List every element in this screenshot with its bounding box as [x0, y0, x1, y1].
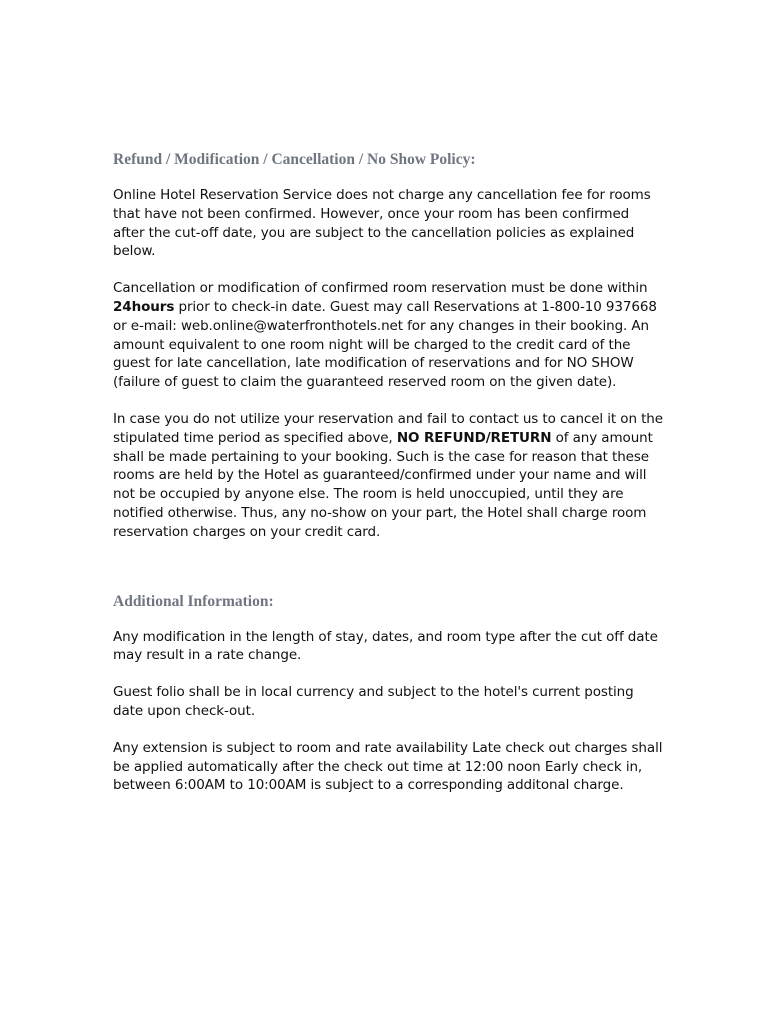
- paragraph-2-rest: prior to check-in date. Guest may call Reservations at 1-800-10 937668 or e-mail: web.online@waterfronthotels.net for any changes in their booking. An amount equivalent to one room night will be charged to the credit card of the guest for late cancellation, late modification of reservations and for NO SHOW (failure of guest to claim the guaranteed reserved room on the given date).: [113, 298, 657, 391]
- refund-policy-paragraph-2: [113, 279, 663, 392]
- additional-info-heading: Additional Information:: [113, 592, 274, 610]
- paragraph-3-intro: In case you do not utilize your reservation and fail to contact us to cancel it on the stipulated time period as specified above,: [113, 410, 663, 446]
- deadline-emphasis: 24hours: [113, 298, 175, 315]
- refund-policy-paragraph-1: Online Hotel Reservation Service does not charge any cancellation fee for rooms that have not been confirmed. However, once your room has been confirmed after the cut-off date, you are subject to the cancellation policies as explained below.: [113, 187, 651, 260]
- additional-info-paragraph-1: Any modification in the length of stay, dates, and room type after the cut off date may result in a rate change.: [113, 628, 658, 664]
- paragraph-3-rest: of any amount shall be made pertaining to your booking. Such is the case for reason that these rooms are held by the Hotel as guaranteed/confirmed under your name and will not be occupied by anyone else. The room is held unoccupied, until they are notified otherwise. Thus, any no-show on your part, the Hotel shall charge room reservation charges on your credit card.: [113, 429, 653, 540]
- paragraph-2-intro: Cancellation or modification of confirmed room reservation must be done within: [113, 280, 648, 297]
- additional-info-paragraph-3: Any extension is subject to room and rate availability Late check out charges shall be applied automatically after the check out time at 12:00 noon Early check in, between 6:00AM to 10:00AM is subject to a corresponding additonal charge.: [113, 739, 663, 794]
- refund-policy-heading: Refund / Modification / Cancellation / No Show Policy:: [113, 151, 476, 168]
- additional-info-paragraph-2: Guest folio shall be in local currency and subject to the hotel's current posting date upon check-out.: [113, 684, 634, 719]
- refund-policy-paragraph-3: [113, 410, 663, 542]
- document-content: [113, 150, 663, 795]
- no-refund-emphasis: NO REFUND/RETURN: [396, 429, 552, 446]
